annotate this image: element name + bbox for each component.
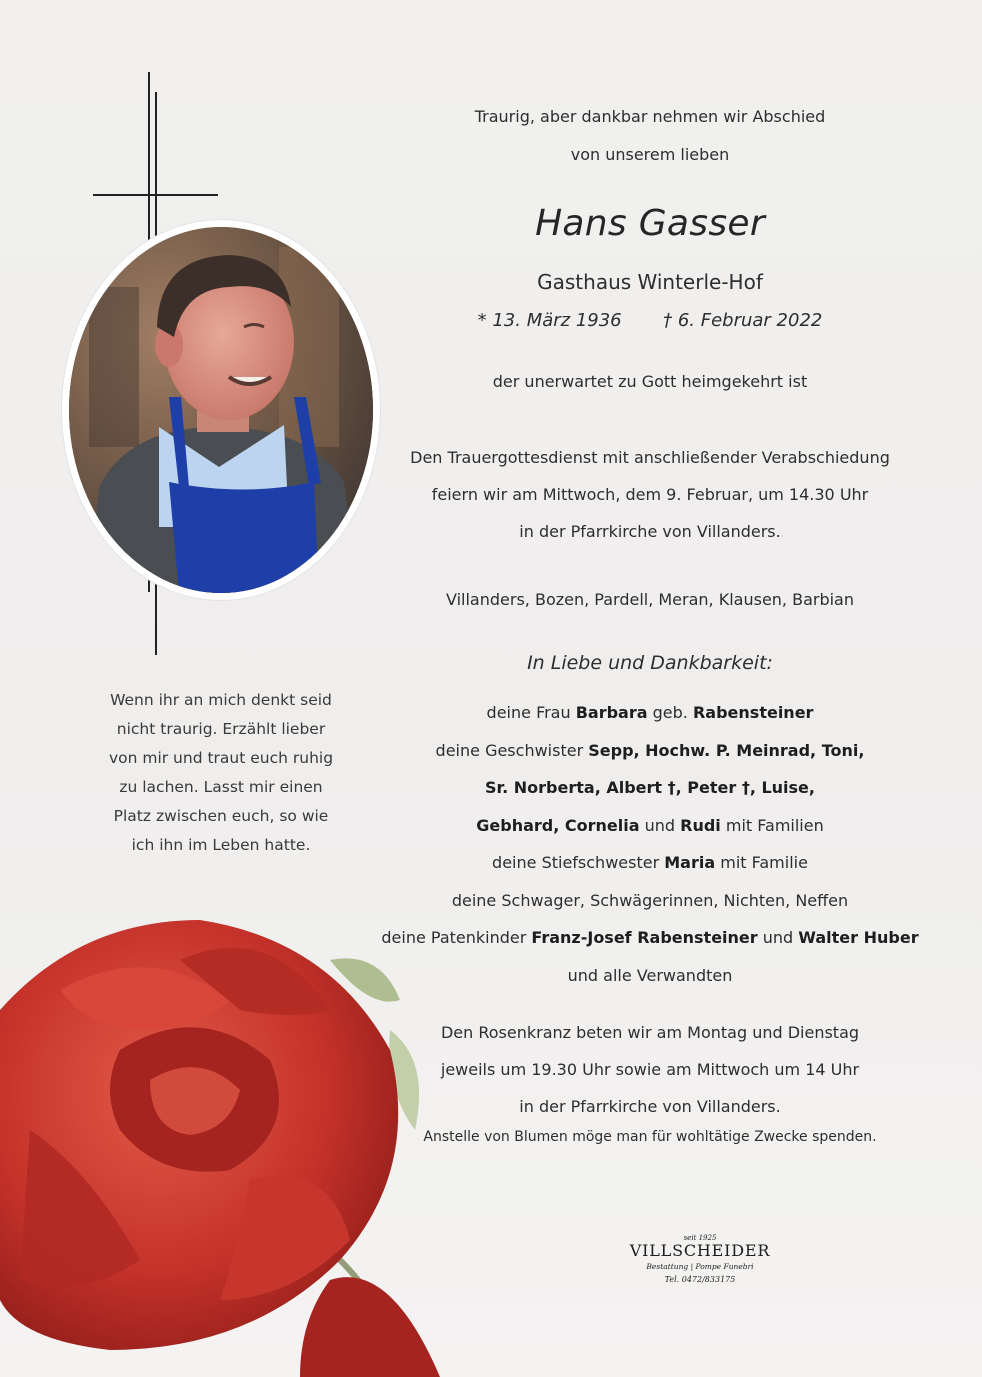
affiliation-text: Gasthaus Winterle-Hof (537, 270, 763, 294)
rosary-line: jeweils um 19.30 Uhr sowie am Mittwoch um 14 Uhr (440, 1060, 860, 1079)
service-block (380, 439, 920, 550)
godchildren-prefix: deine Patenkinder (381, 928, 527, 947)
logo-since: seit 1925 (683, 1234, 717, 1242)
mourner-line-wife (370, 694, 930, 732)
poem (96, 686, 346, 860)
mourner-line-stepsister (370, 844, 930, 882)
death-date: † 6. Februar 2022 (663, 310, 823, 331)
poem-line: Wenn ihr an mich denkt seid (110, 691, 332, 709)
returned-line (380, 372, 920, 391)
cross-line-horizontal (93, 194, 218, 196)
flowers-note: Anstelle von Blumen möge man für wohltätige Zwecke spenden. (423, 1129, 877, 1145)
siblings-names: Sepp, Hochw. P. Meinrad, Toni, (588, 740, 865, 760)
deceased-name (380, 203, 920, 244)
godchild-name: Franz-Josef Rabensteiner (531, 928, 758, 947)
places-text: Villanders, Bozen, Pardell, Meran, Klausen, Barbian (446, 590, 854, 609)
siblings-names: Rudi (680, 815, 721, 835)
mourner-line-siblings-3 (370, 807, 930, 845)
stepsister-suffix: mit Familie (720, 853, 808, 872)
poem-line: Platz zwischen euch, so wie (113, 807, 329, 825)
poem-line: zu lachen. Lasst mir einen (119, 778, 323, 796)
mourner-line-inlaws: deine Schwager, Schwägerinnen, Nichten, Neffen (451, 890, 849, 910)
funeral-home-logo (600, 1234, 800, 1284)
mourner-line-siblings (370, 732, 930, 770)
birth-date: * 13. März 1936 (477, 310, 622, 331)
poem-line: ich ihn im Leben hatte. (131, 836, 311, 854)
intro-block (380, 105, 920, 167)
siblings-and: und (644, 815, 676, 835)
mourners-heading (380, 652, 920, 674)
siblings-names: Gebhard, Cornelia (476, 815, 640, 835)
service-line: feiern wir am Mittwoch, dem 9. Februar, um 14.30 Uhr (431, 485, 869, 504)
name-text: Hans Gasser (535, 203, 765, 244)
mourner-line-relatives: und alle Verwandten (567, 965, 733, 985)
mourners-heading-text: In Liebe und Dankbarkeit: (527, 652, 773, 674)
poem-line: von mir und traut euch ruhig (108, 749, 334, 767)
poem-line: nicht traurig. Erzählt lieber (116, 720, 326, 738)
returned-text: der unerwartet zu Gott heimgekehrt ist (492, 372, 808, 391)
service-line: Den Trauergottesdienst mit anschließender Verabschiedung (410, 448, 890, 467)
siblings-names: Sr. Norberta, Albert †, Peter †, Luise, (485, 778, 815, 797)
portrait-photo (69, 227, 373, 593)
logo-brand: VILLSCHEIDER (629, 1241, 771, 1260)
service-line: in der Pfarrkirche von Villanders. (519, 522, 781, 541)
rosary-block (380, 1014, 920, 1149)
godchildren-and: und (762, 928, 794, 947)
logo-tagline: Bestattung | Pompe Funebri (646, 1262, 754, 1271)
life-dates (380, 310, 920, 331)
godchild-name: Walter Huber (798, 928, 919, 947)
wife-maiden-name: Rabensteiner (692, 703, 814, 722)
mourners-list (370, 694, 930, 994)
places-line (380, 590, 920, 609)
siblings-suffix: mit Familien (725, 815, 824, 835)
intro-line: Traurig, aber dankbar nehmen wir Abschied (474, 107, 826, 126)
siblings-prefix: deine Geschwister (435, 740, 584, 760)
portrait-illustration (69, 227, 373, 593)
wife-mid: geb. (652, 703, 688, 722)
stepsister-prefix: deine Stiefschwester (492, 853, 660, 872)
stepsister-name: Maria (664, 853, 716, 872)
mourner-line-godchildren (370, 919, 930, 957)
rosary-line: in der Pfarrkirche von Villanders. (519, 1097, 781, 1116)
rosary-line: Den Rosenkranz beten wir am Montag und Dienstag (440, 1023, 860, 1042)
wife-first-name: Barbara (575, 703, 648, 722)
intro-line: von unserem lieben (570, 145, 730, 164)
wife-prefix: deine Frau (486, 703, 571, 722)
logo-phone: Tel. 0472/833175 (664, 1275, 736, 1284)
affiliation (380, 270, 920, 294)
mourner-line-siblings-2 (370, 769, 930, 807)
